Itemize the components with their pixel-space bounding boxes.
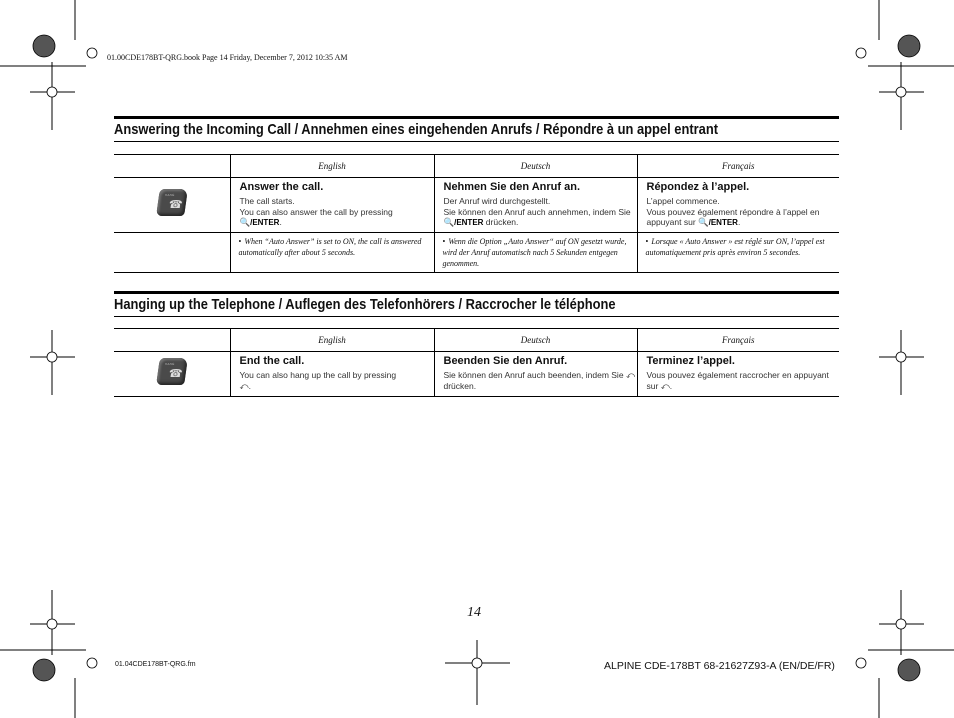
note-fr-cell: • Lorsque « Auto Answer » est réglé sur ON, l’appel est automatiquement pris après environ 5 secondes.: [637, 233, 839, 273]
section2-title: Hanging up the Telephone / Auflegen des Telefonhörers / Raccrocher le téléphone: [114, 296, 616, 313]
footer-model-code: ALPINE CDE-178BT 68-21627Z93-A (EN/DE/FR): [604, 660, 835, 672]
answer-de-cell: [434, 178, 637, 233]
answer-fr-desc: L’appel commence. Vous pouvez également répondre à l’appel en appuyant sur 🔍/ENTER.: [646, 196, 820, 227]
hangup-en-cell: [230, 352, 434, 397]
col-english: English: [230, 329, 434, 352]
section2-top-rule: [114, 291, 839, 294]
hangup-en-desc: You can also hang up the call by pressing ⤺.: [239, 370, 397, 391]
footer-filename: 01.04CDE178BT-QRG.fm: [115, 661, 196, 668]
note-de-cell: • Wenn die Option „Auto Answer“ auf ON gesetzt wurde, wird der Anruf automatisch nach 5 Sekunden entgegen genommen.: [434, 233, 637, 273]
hangup-fr-desc: Vous pouvez également raccrocher en appuyant sur ⤺.: [646, 370, 829, 391]
section2-table: [114, 328, 839, 397]
enter-key-label: /ENTER: [250, 218, 280, 227]
answer-en-desc: The call starts. You can also answer the call by pressing 🔍/ENTER.: [239, 196, 393, 227]
answer-icon-cell: [114, 178, 230, 233]
note-en-cell: • When “Auto Answer” is set to ON, the call is answered automatically after about 5 seconds.: [230, 233, 434, 273]
hangup-fr-cell: [637, 352, 839, 397]
section1-title-rule: [114, 141, 839, 142]
file-header-line: 01.00CDE178BT-QRG.book Page 14 Friday, December 7, 2012 10:35 AM: [107, 53, 348, 62]
hangup-key-icon: ⤺: [239, 380, 249, 391]
hangup-de-title: Beenden Sie den Anruf.: [443, 355, 568, 367]
col-francais: Français: [637, 155, 839, 178]
section2-title-rule: [114, 316, 839, 317]
note-de: Wenn die Option „Auto Answer“ auf ON gesetzt wurde, wird der Anruf automatisch nach 5 Sekunden entgegen genommen.: [442, 237, 627, 268]
col-deutsch: Deutsch: [434, 329, 637, 352]
hangup-de-desc: Sie können den Anruf auch beenden, indem Sie ⤺ drücken.: [443, 370, 636, 391]
answer-de-title: Nehmen Sie den Anruf an.: [443, 181, 581, 193]
answer-de-desc: Der Anruf wird durchgestellt. Sie können den Anruf auch annehmen, indem Sie 🔍/ENTER drücken.: [443, 196, 631, 227]
section1-top-rule: [114, 116, 839, 119]
search-icon: 🔍: [443, 217, 455, 227]
note-en: When “Auto Answer” is set to ON, the call is answered automatically after about 5 seconds.: [238, 237, 422, 257]
hangup-fr-title: Terminez l’appel.: [646, 355, 735, 367]
hangup-de-cell: [434, 352, 637, 397]
search-icon: 🔍: [698, 217, 709, 227]
col-english: English: [230, 155, 434, 178]
enter-key-label: /ENTER: [454, 218, 484, 227]
answer-fr-cell: [637, 178, 839, 233]
page-number: 14: [467, 605, 481, 620]
enter-key-label: /ENTER: [708, 218, 738, 227]
answer-fr-title: Répondez à l’appel.: [646, 181, 750, 193]
note-fr: Lorsque « Auto Answer » est réglé sur ON, l’appel est automatiquement pris après environ 5 secondes.: [645, 237, 825, 257]
phone-answer-icon: HANG ☎: [156, 189, 188, 216]
section1-table: [114, 154, 839, 273]
hangup-key-icon: ⤺: [660, 380, 670, 391]
col-francais: Français: [637, 329, 839, 352]
section1-title: Answering the Incoming Call / Annehmen eines eingehenden Anrufs / Répondre à un appel entrant: [114, 121, 718, 138]
answer-en-cell: [230, 178, 434, 233]
answer-en-title: Answer the call.: [239, 181, 324, 193]
col-deutsch: Deutsch: [434, 155, 637, 178]
search-icon: 🔍: [239, 217, 251, 227]
phone-hangup-icon: HANG ☎: [156, 358, 188, 385]
hangup-key-icon: ⤺: [625, 370, 636, 380]
hangup-icon-cell: [114, 352, 230, 397]
hangup-en-title: End the call.: [239, 355, 305, 367]
